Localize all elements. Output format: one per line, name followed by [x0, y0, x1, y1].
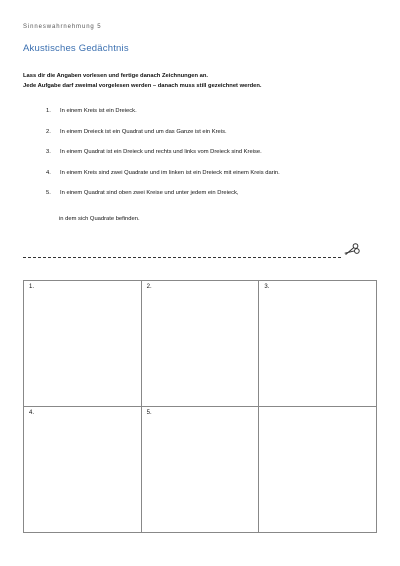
- task-number: 3.: [46, 149, 51, 155]
- task-text: In einem Dreieck ist ein Quadrat und um das Ganze ist ein Kreis.: [60, 128, 227, 135]
- drawing-cell[interactable]: [24, 407, 142, 533]
- task-text-continuation: in dem sich Quadrate befinden.: [59, 216, 140, 222]
- drawing-cell[interactable]: [142, 281, 260, 407]
- worksheet-series-label: Sinneswahrnehmung 5: [23, 24, 102, 30]
- instructions: [23, 72, 262, 91]
- task-text: In einem Quadrat sind oben zwei Kreise und unter jedem ein Dreieck,: [60, 190, 239, 196]
- drawing-grid: [23, 280, 377, 533]
- cell-number: 3.: [264, 284, 270, 290]
- task-number: 2.: [46, 128, 51, 135]
- task-text: In einem Quadrat ist ein Dreieck und rechts und links vom Dreieck sind Kreise.: [60, 149, 262, 155]
- instruction-line: Lass dir die Angaben vorlesen und fertige danach Zeichnungen an.: [23, 73, 208, 79]
- task-item: [46, 108, 280, 129]
- instruction-line: Jede Aufgabe darf zweimal vorgelesen werden – danach muss still gezeichnet werden.: [23, 82, 262, 89]
- task-item: [46, 190, 280, 211]
- cell-number: 2.: [146, 284, 152, 290]
- task-item: [46, 149, 280, 170]
- task-item: [46, 129, 280, 150]
- task-number: 4.: [46, 169, 51, 176]
- drawing-cell[interactable]: [259, 407, 377, 533]
- scissors-icon: [342, 242, 360, 260]
- task-text: In einem Kreis sind zwei Quadrate und im linken ist ein Dreieck mit einem Kreis darin.: [60, 169, 280, 176]
- cell-number: 5.: [146, 410, 152, 416]
- cell-number: 1.: [29, 284, 35, 290]
- drawing-cell[interactable]: [142, 407, 260, 533]
- task-number: 1.: [46, 108, 51, 114]
- task-number: 5.: [46, 190, 51, 196]
- drawing-cell[interactable]: [24, 281, 142, 407]
- page-title: Akustisches Gedächtnis: [23, 43, 129, 54]
- task-list: [46, 108, 280, 211]
- task-text: In einem Kreis ist ein Dreieck.: [60, 108, 137, 114]
- task-item: [46, 170, 280, 191]
- drawing-cell[interactable]: [259, 281, 377, 407]
- cell-number: 4.: [29, 410, 35, 416]
- cut-line: [23, 257, 341, 258]
